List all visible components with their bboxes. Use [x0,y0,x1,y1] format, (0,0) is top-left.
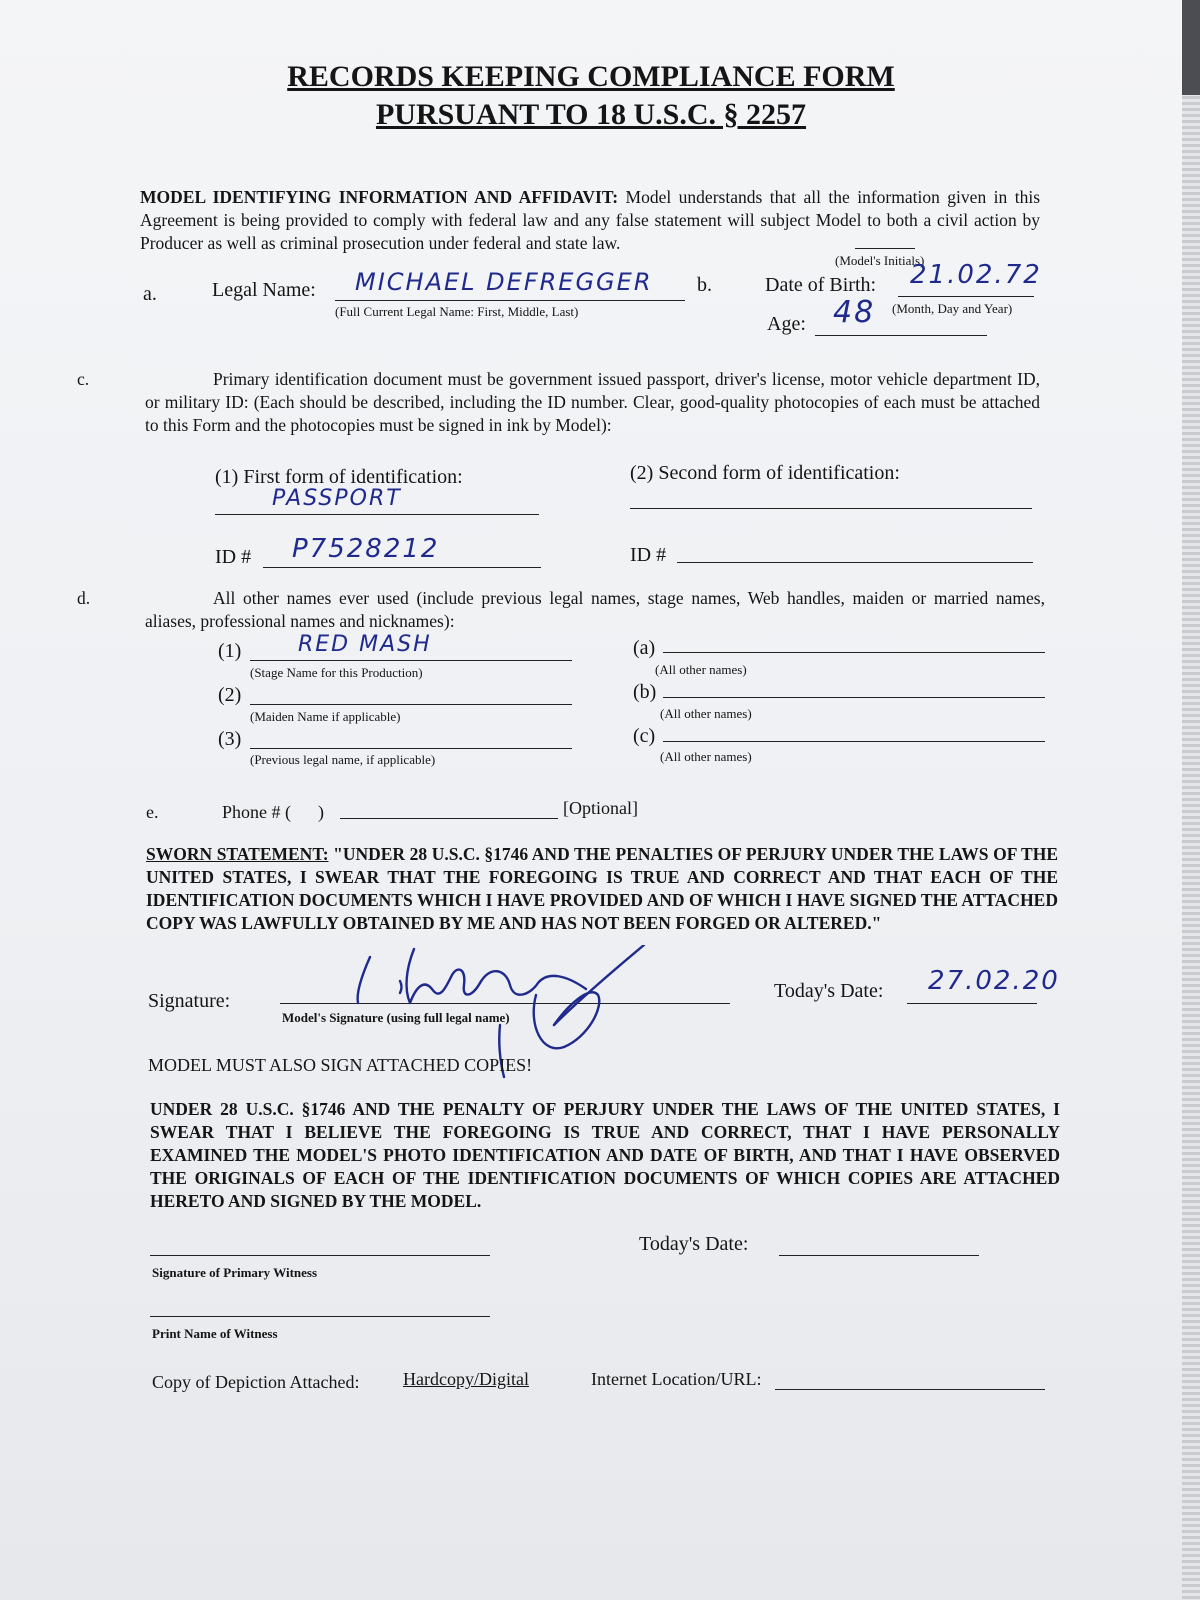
legal-name-caption: (Full Current Legal Name: First, Middle, Last) [335,304,579,319]
other-name-2-caption: (Maiden Name if applicable) [250,709,401,724]
first-id-type-line[interactable] [215,514,539,515]
other-name-1-caption: (Stage Name for this Production) [250,665,423,680]
first-id-number-line[interactable] [263,567,541,568]
witness-date-line[interactable] [779,1255,979,1256]
form-title-line1: RECORDS KEEPING COMPLIANCE FORM [287,60,895,93]
second-id-number-label: ID # [630,544,667,566]
alias-b-line[interactable] [663,697,1045,698]
second-id-label: (2) Second form of identification: [630,462,900,484]
alias-b-caption: (All other names) [660,706,752,721]
intro-heading: MODEL IDENTIFYING INFORMATION AND AFFIDAVIT: [140,187,619,207]
other-name-1-line[interactable] [250,660,572,661]
phone-line[interactable] [340,818,558,819]
second-id-type-line[interactable] [630,508,1032,509]
signature-label: Signature: [148,990,231,1012]
legal-name-line[interactable] [335,300,685,301]
internet-url-line[interactable] [775,1389,1045,1390]
section-a-marker: a. [143,283,157,305]
section-d-text: All other names ever used (include previous legal names, stage names, Web handles, maiden or married names, aliases, professional names and nicknames): [145,588,1045,631]
dob-value: 21.02.72 [910,260,1042,290]
other-name-1-num: (1) [218,640,242,662]
first-id-number-value: P7528212 [292,534,440,564]
sworn-heading: SWORN STATEMENT: [146,844,329,864]
sworn-text: "UNDER 28 U.S.C. §1746 AND THE PENALTIES OF PERJURY UNDER THE LAWS OF THE UNITED STATES, I SWEAR THAT THE FOREGOING IS TRUE AND CORRECT AND THAT EACH OF THE IDENTIFICATION DOCUMENTS WHICH I HAVE PROVIDED AND OF WHICH I HAVE SIGNED THE ATTACHED COPY WAS LAWFULLY OBTAINED BY ME AND HAS NOT BEEN FORGED OR ALTERED." [146,844,1058,933]
background-page-edge [1182,0,1200,1600]
intro-paragraph [140,186,1040,255]
intro-text: Model understands that all the information given in this Agreement is being provided to comply with federal law and any false statement will subject Model to both a civil action by Producer as well as criminal prosecution under federal and state law. [140,187,1041,253]
legal-name-label: Legal Name: [212,279,316,301]
first-id-label: (1) First form of identification: [215,466,463,488]
must-sign-notice: MODEL MUST ALSO SIGN ATTACHED COPIES! [148,1055,533,1075]
initials-caption: (Model's Initials) [835,253,925,268]
sworn-statement [146,843,1058,935]
model-date-label: Today's Date: [774,980,884,1002]
alias-a-line[interactable] [663,652,1045,653]
age-value: 48 [833,295,876,330]
section-c-paragraph [77,368,1040,437]
other-name-2-line[interactable] [250,704,572,705]
phone-label: Phone # ( ) [222,802,324,822]
alias-b-num: (b) [633,681,657,703]
legal-name-value: MICHAEL DEFREGGER [355,268,653,296]
model-date-line[interactable] [907,1003,1037,1004]
section-c-text: Primary identification document must be government issued passport, driver's license, motor vehicle department ID, or military ID: (Each should be described, including the ID number. Clear, good-quality photocopies of each must be attached to this Form and the photocopies must be signed in ink by Model): [145,369,1040,435]
dob-caption: (Month, Day and Year) [892,301,1013,316]
signature-caption: Model's Signature (using full legal name) [282,1010,510,1025]
alias-a-num: (a) [633,637,656,659]
section-b-marker: b. [697,274,712,296]
dob-label: Date of Birth: [765,274,877,296]
age-label: Age: [767,313,806,335]
form-title-line2: PURSUANT TO 18 U.S.C. § 2257 [375,98,807,131]
section-e-marker: e. [146,802,159,822]
alias-a-caption: (All other names) [655,662,747,677]
initials-line[interactable] [855,248,915,249]
internet-url-label: Internet Location/URL: [591,1369,762,1389]
other-name-1-value: RED MASH [298,632,432,657]
section-c-marker: c. [77,369,90,389]
phone-optional: [Optional] [563,798,638,818]
section-d-marker: d. [77,588,91,608]
other-name-3-num: (3) [218,728,242,750]
age-line[interactable] [815,335,987,336]
alias-c-caption: (All other names) [660,749,752,764]
witness-date-label: Today's Date: [639,1233,749,1255]
other-name-3-line[interactable] [250,748,572,749]
other-name-3-caption: (Previous legal name, if applicable) [250,752,436,767]
witness-print-name-caption: Print Name of Witness [152,1326,278,1341]
alias-c-line[interactable] [663,741,1045,742]
copy-depiction-value: Hardcopy/Digital [403,1369,529,1389]
other-name-2-num: (2) [218,684,242,706]
copy-depiction-label: Copy of Depiction Attached: [152,1372,360,1392]
witness-signature-caption: Signature of Primary Witness [152,1265,318,1280]
witness-print-name-line[interactable] [150,1316,490,1317]
section-d-paragraph [77,587,1045,633]
first-id-type-value: PASSPORT [272,486,402,511]
witness-signature-line[interactable] [150,1255,490,1256]
model-date-value: 27.02.20 [928,966,1060,996]
second-id-number-line[interactable] [677,562,1033,563]
witness-statement: UNDER 28 U.S.C. §1746 AND THE PENALTY OF PERJURY UNDER THE LAWS OF THE UNITED STATES, I SWEAR THAT I BELIEVE THE FOREGOING IS TRUE AND CORRECT, THAT I HAVE PERSONALLY EXAMINED THE MODEL'S PHOTO IDENTIFICATION AND DATE OF BIRTH, AND THAT I HAVE OBSERVED THE ORIGINALS OF EACH OF THE IDENTIFICATION DOCUMENTS OF WHICH COPIES ARE ATTACHED HERETO AND SIGNED BY THE MODEL. [150,1099,1060,1211]
dob-line[interactable] [898,296,1034,297]
alias-c-num: (c) [633,725,656,747]
first-id-number-label: ID # [215,546,252,568]
